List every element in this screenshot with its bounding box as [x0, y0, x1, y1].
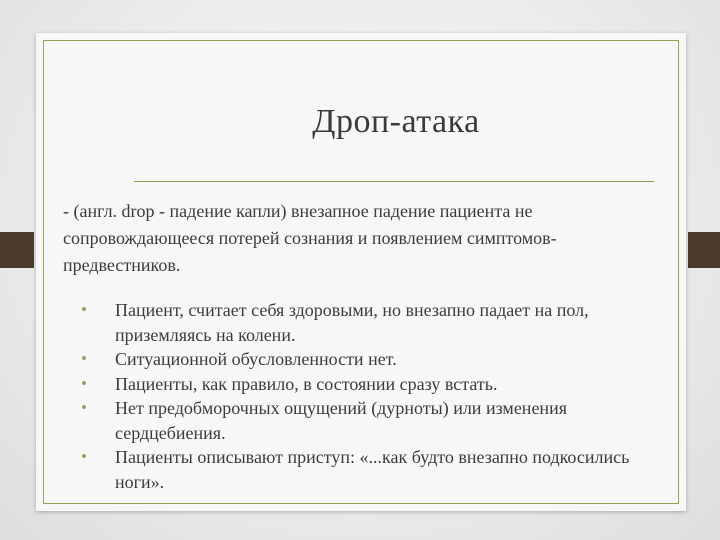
bullet-text: Пациенты описывают приступ: «...как будто внезапно подкосились ноги». [115, 447, 630, 492]
bullet-icon: • [81, 300, 87, 319]
list-item [63, 347, 663, 372]
bullet-text: Нет предобморочных ощущений (дурноты) или изменения сердцебиения. [115, 398, 567, 443]
bullet-text: Пациент, считает себя здоровыми, но внезапно падает на пол, приземляясь на колени. [115, 300, 589, 345]
bullet-list [63, 298, 663, 494]
slide-title: Дроп-атака [312, 103, 480, 140]
slide-card [36, 33, 686, 511]
bullet-icon: • [81, 349, 87, 368]
list-item [63, 445, 663, 494]
right-decor-bar [688, 232, 720, 268]
bullet-icon: • [81, 373, 87, 393]
left-decor-bar [0, 232, 34, 268]
definition-text: - (англ. drop - падение капли) внезапное падение пациента не сопровождающееся потерей сознания и появлением симптомов-предвестников. [63, 201, 557, 275]
title-divider [134, 181, 654, 182]
list-item [63, 396, 663, 445]
bullet-text: Пациенты, как правило, в состоянии сразу встать. [115, 373, 498, 394]
bullet-icon: • [81, 447, 87, 466]
list-item [63, 298, 663, 347]
bullet-text: Ситуационной обусловленности нет. [115, 349, 397, 369]
list-item [63, 372, 663, 397]
bullet-icon: • [81, 398, 87, 417]
